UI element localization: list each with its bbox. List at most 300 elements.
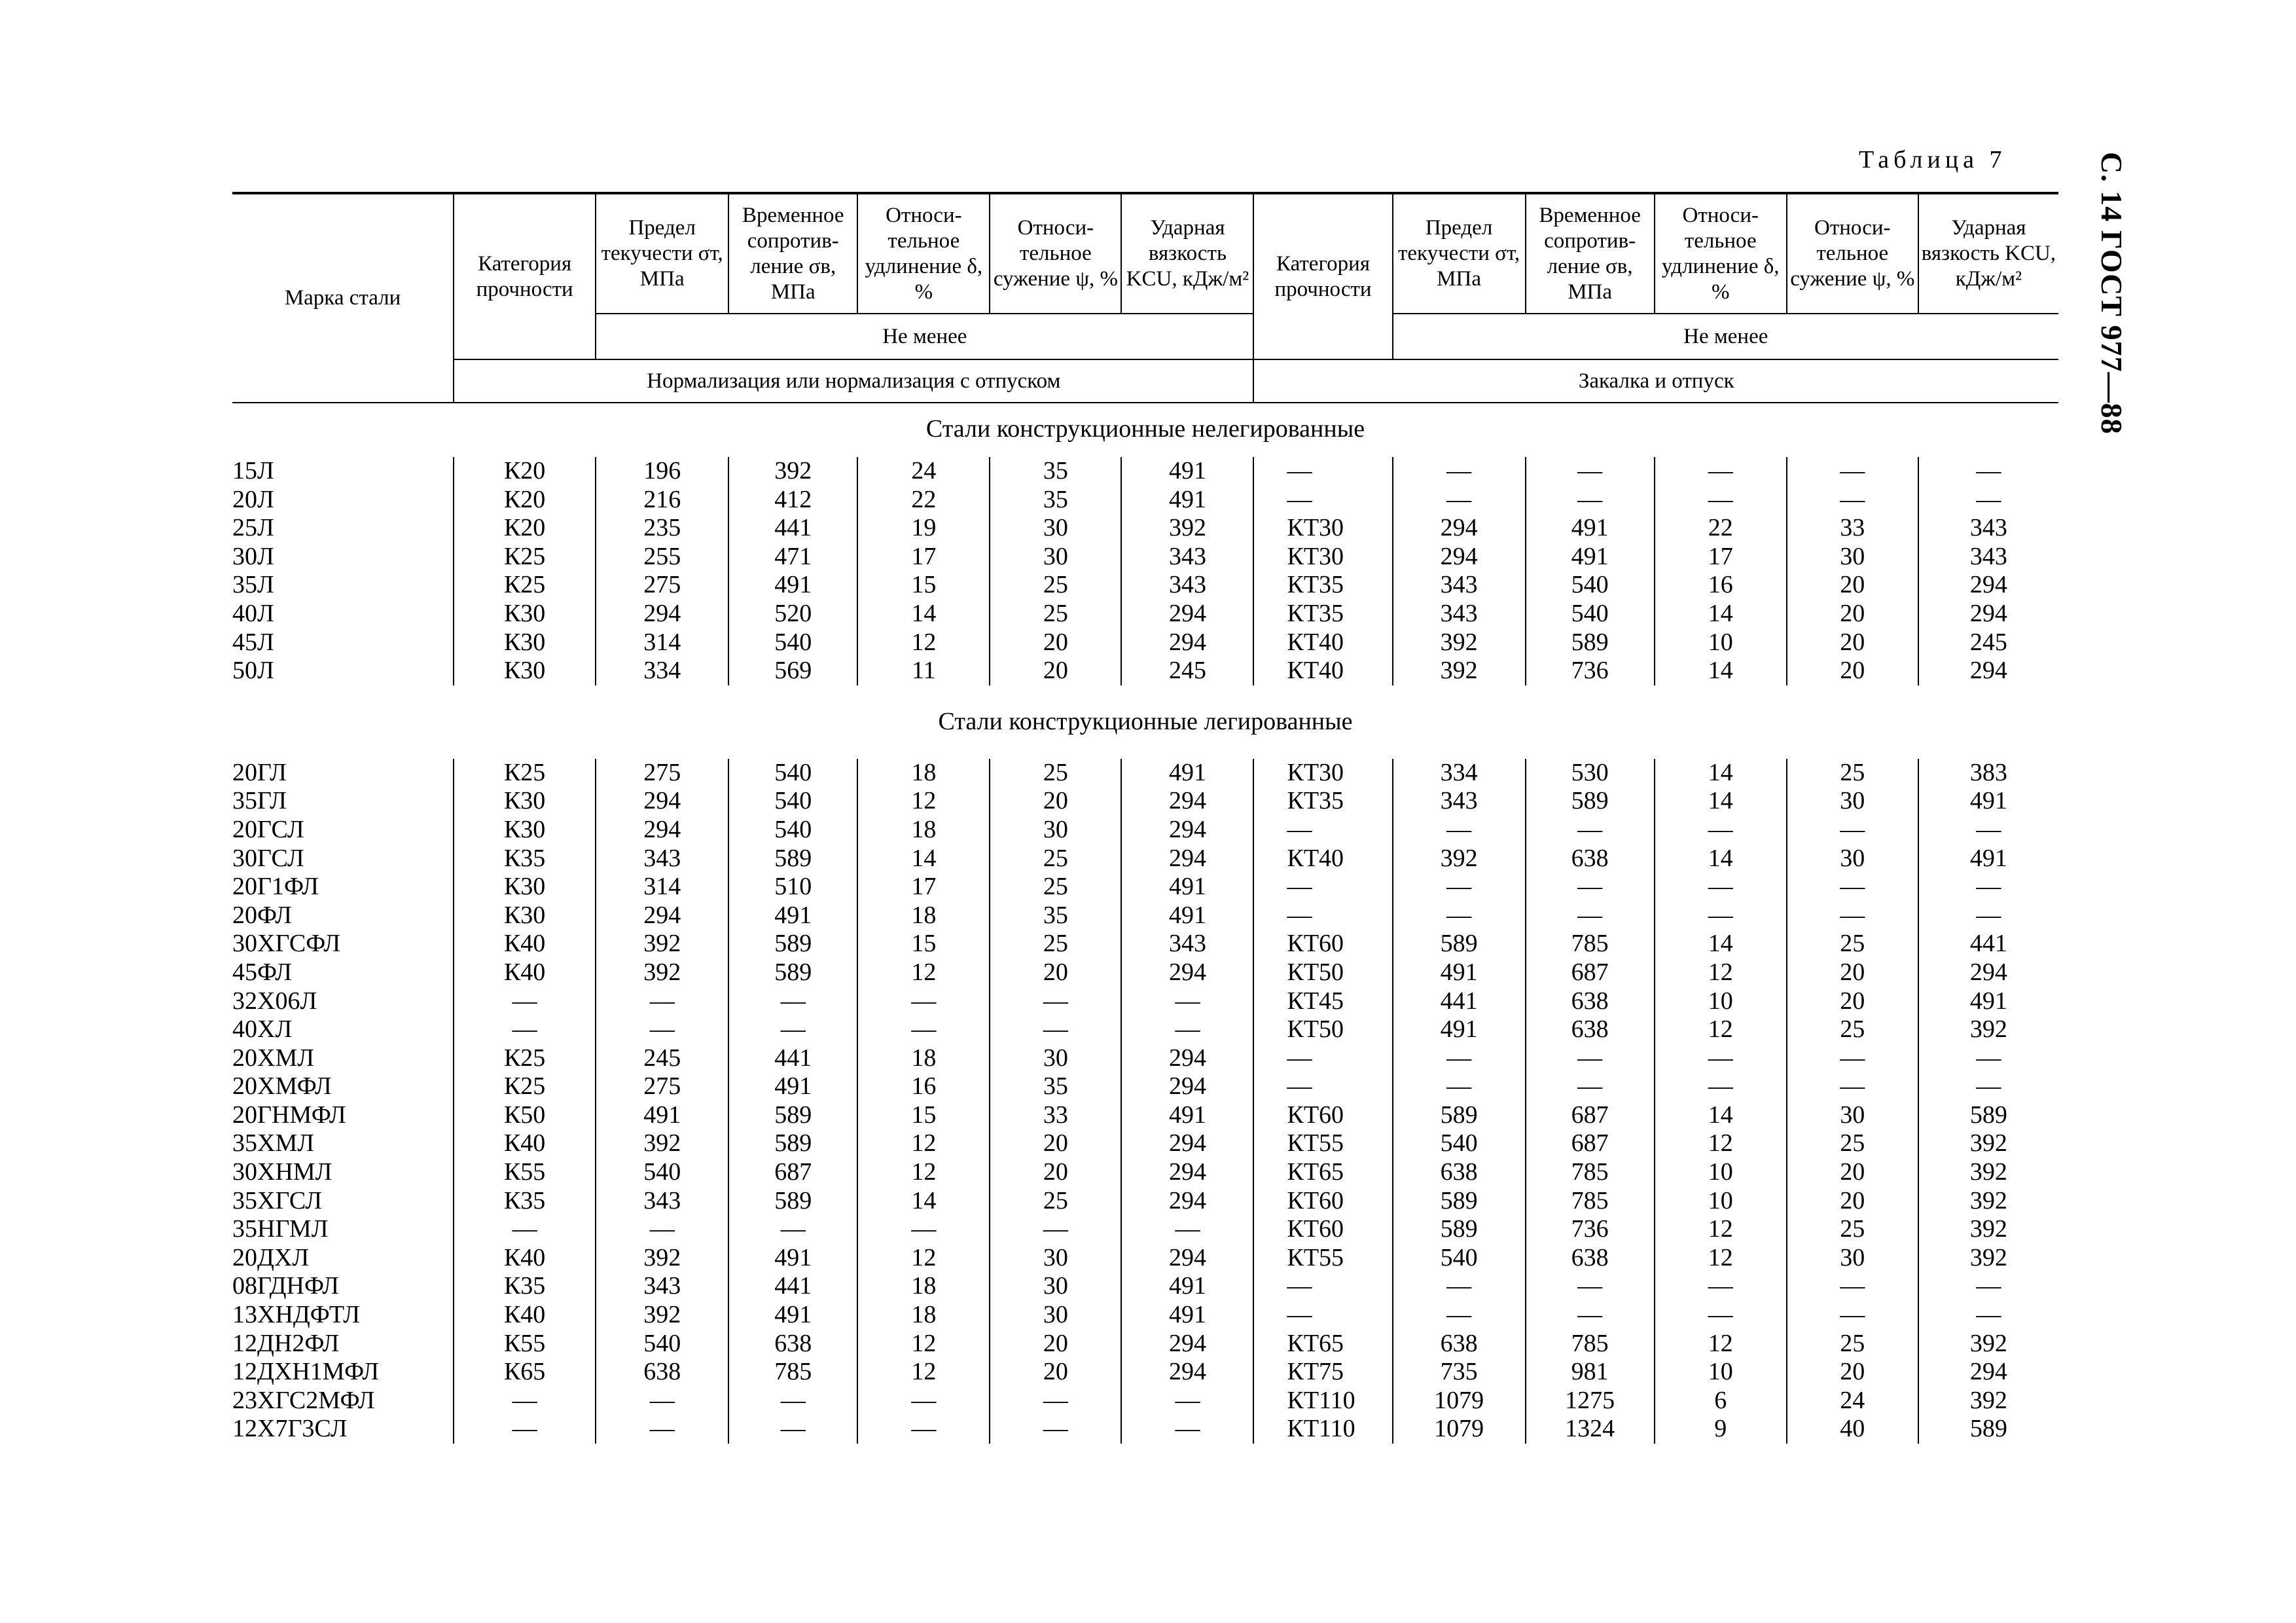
cell-reduction-norm: 30: [990, 514, 1121, 543]
cell-category-norm: К25: [454, 543, 596, 572]
cell-elongation-norm: 12: [857, 1244, 990, 1273]
table-row: [232, 1158, 2058, 1187]
cell-impact-norm: 294: [1121, 845, 1253, 873]
cell-impact-norm: 491: [1121, 1101, 1253, 1130]
cell-elongation-qt: 14: [1655, 759, 1787, 788]
cell-reduction-qt: 20: [1787, 629, 1918, 657]
cell-yield-norm: 294: [596, 816, 728, 845]
cell-elongation-qt: 12: [1655, 1015, 1787, 1044]
cell-impact-qt: 491: [1918, 987, 2058, 1016]
cell-category-norm: К20: [454, 457, 596, 486]
cell-yield-norm: 343: [596, 845, 728, 873]
cell-category-qt: КТ65: [1253, 1330, 1392, 1359]
cell-yield-qt: —: [1393, 873, 1526, 902]
cell-yield-qt: 491: [1393, 1015, 1526, 1044]
cell-elongation-qt: 14: [1655, 845, 1787, 873]
cell-category-qt: —: [1253, 1301, 1392, 1330]
table-row: [232, 543, 2058, 572]
cell-elongation-qt: —: [1655, 1072, 1787, 1101]
cell-yield-norm: 275: [596, 571, 728, 600]
cell-elongation-norm: 18: [857, 759, 990, 788]
cell-tensile-qt: 687: [1526, 958, 1655, 987]
cell-reduction-qt: 20: [1787, 657, 1918, 685]
cell-reduction-norm: 25: [990, 930, 1121, 958]
cell-reduction-norm: 30: [990, 1044, 1121, 1073]
cell-tensile-qt: 589: [1526, 629, 1655, 657]
cell-tensile-qt: 638: [1526, 987, 1655, 1016]
cell-elongation-qt: 10: [1655, 1187, 1787, 1216]
cell-grade: 20ГЛ: [232, 758, 287, 786]
header-tensile-norm: Временное сопротив-ление σв, МПа: [728, 193, 857, 314]
cell-yield-norm: 392: [596, 1129, 728, 1158]
cell-tensile-norm: 589: [728, 958, 857, 987]
table-row: [232, 1129, 2058, 1158]
cell-reduction-qt: 25: [1787, 1330, 1918, 1359]
cell-impact-qt: 441: [1918, 930, 2058, 958]
cell-elongation-qt: 14: [1655, 657, 1787, 685]
cell-elongation-qt: 14: [1655, 930, 1787, 958]
header-normalization: Нормализация или нормализация с отпуском: [454, 359, 1253, 403]
cell-impact-norm: 343: [1121, 930, 1253, 958]
cell-category-qt: КТ30: [1253, 514, 1392, 543]
cell-elongation-norm: 12: [857, 1158, 990, 1187]
cell-reduction-qt: —: [1787, 1072, 1918, 1101]
cell-impact-qt: 392: [1918, 1330, 2058, 1359]
cell-grade: 08ГДНФЛ: [232, 1272, 339, 1300]
cell-elongation-norm: 18: [857, 1044, 990, 1073]
cell-tensile-qt: 589: [1526, 787, 1655, 816]
cell-impact-norm: 343: [1121, 543, 1253, 572]
cell-tensile-norm: 540: [728, 629, 857, 657]
cell-reduction-norm: 25: [990, 873, 1121, 902]
cell-yield-qt: 294: [1393, 514, 1526, 543]
cell-reduction-norm: —: [990, 1015, 1121, 1044]
cell-category-qt: КТ30: [1253, 759, 1392, 788]
cell-elongation-qt: 14: [1655, 1101, 1787, 1130]
cell-category-qt: КТ35: [1253, 600, 1392, 629]
cell-tensile-norm: 569: [728, 657, 857, 685]
cell-impact-qt: 294: [1918, 657, 2058, 685]
cell-reduction-norm: 30: [990, 816, 1121, 845]
header-impact-qt: Ударная вязкость KCU, кДж/м²: [1918, 193, 2058, 314]
cell-impact-qt: 294: [1918, 1358, 2058, 1387]
cell-elongation-norm: 19: [857, 514, 990, 543]
header-not-less-qt: Не менее: [1393, 314, 2058, 359]
cell-yield-qt: 392: [1393, 845, 1526, 873]
cell-yield-qt: 589: [1393, 1187, 1526, 1216]
table-row: [232, 457, 2058, 486]
cell-elongation-norm: 16: [857, 1072, 990, 1101]
cell-tensile-norm: 412: [728, 486, 857, 515]
cell-impact-qt: 392: [1918, 1187, 2058, 1216]
cell-impact-qt: 491: [1918, 845, 2058, 873]
cell-grade: 20Г1ФЛ: [232, 873, 319, 901]
cell-category-qt: КТ60: [1253, 1215, 1392, 1244]
cell-yield-qt: 1079: [1393, 1387, 1526, 1415]
cell-reduction-qt: 24: [1787, 1387, 1918, 1415]
cell-reduction-qt: 40: [1787, 1415, 1918, 1444]
cell-impact-norm: 491: [1121, 873, 1253, 902]
cell-tensile-norm: 520: [728, 600, 857, 629]
cell-grade: 20ДХЛ: [232, 1243, 310, 1271]
cell-reduction-qt: 20: [1787, 600, 1918, 629]
cell-reduction-norm: 30: [990, 1272, 1121, 1301]
cell-category-norm: К30: [454, 600, 596, 629]
cell-grade: 20Л: [232, 485, 274, 513]
cell-reduction-qt: 30: [1787, 1244, 1918, 1273]
cell-grade: 30ХГСФЛ: [232, 930, 341, 958]
cell-elongation-qt: —: [1655, 486, 1787, 515]
cell-tensile-norm: 471: [728, 543, 857, 572]
cell-category-qt: —: [1253, 1072, 1392, 1101]
cell-category-norm: К55: [454, 1330, 596, 1359]
cell-tensile-qt: 1275: [1526, 1387, 1655, 1415]
cell-impact-norm: 294: [1121, 600, 1253, 629]
cell-category-qt: КТ30: [1253, 543, 1392, 572]
cell-grade: 20ХМФЛ: [232, 1072, 332, 1101]
cell-elongation-norm: —: [857, 1415, 990, 1444]
cell-yield-norm: 294: [596, 787, 728, 816]
table-row: [232, 514, 2058, 543]
cell-elongation-qt: 12: [1655, 1215, 1787, 1244]
cell-impact-norm: 294: [1121, 1129, 1253, 1158]
cell-category-qt: —: [1253, 873, 1392, 902]
cell-category-norm: К40: [454, 930, 596, 958]
cell-impact-qt: 491: [1918, 787, 2058, 816]
cell-reduction-qt: 20: [1787, 1358, 1918, 1387]
cell-elongation-norm: —: [857, 1215, 990, 1244]
cell-yield-norm: —: [596, 1415, 728, 1444]
cell-impact-norm: 245: [1121, 657, 1253, 685]
cell-yield-qt: 589: [1393, 930, 1526, 958]
cell-impact-norm: —: [1121, 1015, 1253, 1044]
cell-yield-norm: 255: [596, 543, 728, 572]
cell-elongation-qt: —: [1655, 1301, 1787, 1330]
header-grade: Марка стали: [232, 193, 454, 403]
cell-impact-qt: 294: [1918, 958, 2058, 987]
cell-impact-norm: 294: [1121, 629, 1253, 657]
table-row: [232, 600, 2058, 629]
cell-grade: 12Х7Г3СЛ: [232, 1415, 348, 1443]
cell-impact-qt: 589: [1918, 1415, 2058, 1444]
cell-impact-norm: 491: [1121, 1301, 1253, 1330]
cell-reduction-qt: —: [1787, 902, 1918, 930]
cell-tensile-norm: 441: [728, 514, 857, 543]
cell-tensile-qt: 540: [1526, 571, 1655, 600]
cell-category-qt: —: [1253, 1272, 1392, 1301]
cell-yield-norm: —: [596, 987, 728, 1016]
cell-impact-qt: 392: [1918, 1129, 2058, 1158]
cell-reduction-qt: 20: [1787, 571, 1918, 600]
cell-category-qt: КТ50: [1253, 1015, 1392, 1044]
cell-yield-norm: —: [596, 1387, 728, 1415]
cell-category-norm: К40: [454, 958, 596, 987]
table-row: [232, 987, 2058, 1016]
cell-category-norm: К55: [454, 1158, 596, 1187]
section-unalloyed: [232, 409, 2058, 685]
cell-category-norm: К20: [454, 486, 596, 515]
cell-grade: 12ДН2ФЛ: [232, 1329, 340, 1357]
cell-yield-qt: —: [1393, 1272, 1526, 1301]
cell-tensile-norm: 491: [728, 1244, 857, 1273]
cell-reduction-norm: 35: [990, 486, 1121, 515]
cell-elongation-qt: 17: [1655, 543, 1787, 572]
cell-reduction-norm: 30: [990, 1301, 1121, 1330]
table-row: [232, 1330, 2058, 1359]
cell-grade: 23ХГС2МФЛ: [232, 1386, 375, 1414]
cell-category-norm: К35: [454, 1272, 596, 1301]
cell-category-norm: К35: [454, 845, 596, 873]
cell-category-qt: —: [1253, 902, 1392, 930]
cell-impact-qt: 343: [1918, 543, 2058, 572]
cell-category-qt: КТ50: [1253, 958, 1392, 987]
cell-category-qt: КТ40: [1253, 657, 1392, 685]
cell-impact-norm: 294: [1121, 816, 1253, 845]
cell-category-qt: КТ55: [1253, 1129, 1392, 1158]
cell-category-norm: К30: [454, 657, 596, 685]
cell-elongation-norm: 14: [857, 1187, 990, 1216]
cell-reduction-qt: —: [1787, 486, 1918, 515]
cell-tensile-qt: —: [1526, 902, 1655, 930]
cell-tensile-norm: 510: [728, 873, 857, 902]
cell-elongation-qt: 16: [1655, 571, 1787, 600]
running-head: С. 14 ГОСТ 977—88: [2095, 152, 2128, 435]
cell-tensile-norm: 540: [728, 787, 857, 816]
cell-yield-qt: —: [1393, 816, 1526, 845]
cell-category-norm: К25: [454, 1072, 596, 1101]
cell-reduction-qt: —: [1787, 816, 1918, 845]
cell-elongation-qt: 14: [1655, 600, 1787, 629]
cell-tensile-qt: 638: [1526, 1015, 1655, 1044]
cell-yield-qt: 1079: [1393, 1415, 1526, 1444]
table-row: [232, 571, 2058, 600]
cell-category-qt: КТ60: [1253, 930, 1392, 958]
cell-tensile-norm: 491: [728, 902, 857, 930]
table-row: [232, 787, 2058, 816]
cell-tensile-qt: —: [1526, 873, 1655, 902]
cell-category-qt: КТ35: [1253, 787, 1392, 816]
cell-grade: 20ФЛ: [232, 901, 292, 929]
cell-elongation-norm: 12: [857, 958, 990, 987]
section-alloyed: [232, 685, 2058, 1444]
cell-impact-qt: 245: [1918, 629, 2058, 657]
cell-grade: 35НГМЛ: [232, 1215, 329, 1243]
cell-tensile-qt: 638: [1526, 1244, 1655, 1273]
cell-yield-qt: 441: [1393, 987, 1526, 1016]
cell-grade: 35ГЛ: [232, 787, 287, 815]
cell-impact-norm: 294: [1121, 1187, 1253, 1216]
table-row: [232, 1415, 2058, 1444]
table-row: [232, 657, 2058, 685]
cell-impact-qt: 294: [1918, 571, 2058, 600]
cell-reduction-qt: 30: [1787, 787, 1918, 816]
cell-yield-qt: 392: [1393, 657, 1526, 685]
table-row: [232, 930, 2058, 958]
cell-yield-norm: 540: [596, 1158, 728, 1187]
cell-tensile-norm: —: [728, 987, 857, 1016]
cell-reduction-norm: 20: [990, 657, 1121, 685]
cell-reduction-qt: 30: [1787, 845, 1918, 873]
cell-reduction-qt: 25: [1787, 1129, 1918, 1158]
cell-tensile-norm: 540: [728, 759, 857, 788]
header-tensile-qt: Временное сопротив-ление σв, МПа: [1526, 193, 1655, 314]
cell-reduction-norm: 25: [990, 571, 1121, 600]
cell-elongation-norm: 18: [857, 816, 990, 845]
cell-reduction-norm: 35: [990, 1072, 1121, 1101]
header-reduction-norm: Относи-тельное сужение ψ, %: [990, 193, 1121, 314]
cell-impact-norm: —: [1121, 987, 1253, 1016]
cell-category-norm: К30: [454, 873, 596, 902]
cell-category-qt: —: [1253, 486, 1392, 515]
cell-yield-norm: 294: [596, 902, 728, 930]
cell-impact-qt: —: [1918, 1044, 2058, 1073]
cell-elongation-qt: 22: [1655, 514, 1787, 543]
cell-grade: 13ХНДФТЛ: [232, 1301, 360, 1329]
cell-impact-qt: —: [1918, 873, 2058, 902]
cell-elongation-norm: 14: [857, 845, 990, 873]
cell-tensile-qt: —: [1526, 1044, 1655, 1073]
cell-grade: 35Л: [232, 571, 274, 599]
cell-category-norm: —: [454, 1387, 596, 1415]
cell-yield-norm: —: [596, 1215, 728, 1244]
cell-impact-qt: —: [1918, 816, 2058, 845]
cell-impact-qt: —: [1918, 1272, 2058, 1301]
cell-grade: 30ГСЛ: [232, 844, 304, 872]
cell-reduction-qt: 20: [1787, 1158, 1918, 1187]
cell-impact-norm: 294: [1121, 787, 1253, 816]
cell-tensile-norm: 638: [728, 1330, 857, 1359]
table-row: [232, 902, 2058, 930]
cell-elongation-norm: 15: [857, 1101, 990, 1130]
cell-elongation-norm: 14: [857, 600, 990, 629]
cell-elongation-norm: —: [857, 1387, 990, 1415]
cell-impact-norm: 491: [1121, 1272, 1253, 1301]
table-row: [232, 1272, 2058, 1301]
table-row: [232, 759, 2058, 788]
cell-yield-norm: —: [596, 1015, 728, 1044]
table-row: [232, 1015, 2058, 1044]
header-reduction-qt: Относи-тельное сужение ψ, %: [1787, 193, 1918, 314]
cell-grade: 40Л: [232, 599, 274, 627]
cell-impact-qt: 343: [1918, 514, 2058, 543]
cell-tensile-qt: 981: [1526, 1358, 1655, 1387]
cell-reduction-norm: 20: [990, 629, 1121, 657]
cell-elongation-qt: —: [1655, 816, 1787, 845]
cell-impact-qt: —: [1918, 1301, 2058, 1330]
cell-impact-norm: 294: [1121, 958, 1253, 987]
cell-category-qt: —: [1253, 457, 1392, 486]
cell-yield-qt: 540: [1393, 1244, 1526, 1273]
cell-category-qt: КТ40: [1253, 629, 1392, 657]
cell-reduction-qt: —: [1787, 1301, 1918, 1330]
header-quench-temper: Закалка и отпуск: [1253, 359, 2058, 403]
cell-reduction-qt: 30: [1787, 543, 1918, 572]
cell-tensile-qt: 785: [1526, 1187, 1655, 1216]
cell-impact-norm: —: [1121, 1415, 1253, 1444]
cell-elongation-qt: 12: [1655, 1330, 1787, 1359]
cell-tensile-norm: —: [728, 1387, 857, 1415]
table-row: [232, 1215, 2058, 1244]
cell-grade: 15Л: [232, 457, 274, 484]
table-row: [232, 958, 2058, 987]
cell-grade: 40ХЛ: [232, 1015, 293, 1044]
cell-category-norm: —: [454, 1215, 596, 1244]
header-elongation-qt: Относи-тельное удлинение δ, %: [1655, 193, 1787, 314]
cell-elongation-norm: 12: [857, 629, 990, 657]
cell-impact-norm: —: [1121, 1215, 1253, 1244]
table-row: [232, 629, 2058, 657]
table-row: [232, 816, 2058, 845]
cell-tensile-qt: —: [1526, 1272, 1655, 1301]
cell-reduction-qt: —: [1787, 457, 1918, 486]
table-row: [232, 1358, 2058, 1387]
cell-impact-qt: 392: [1918, 1387, 2058, 1415]
cell-yield-qt: 589: [1393, 1101, 1526, 1130]
table-row: [232, 1244, 2058, 1273]
cell-impact-qt: 392: [1918, 1215, 2058, 1244]
cell-elongation-norm: 15: [857, 571, 990, 600]
cell-yield-qt: —: [1393, 457, 1526, 486]
cell-tensile-norm: 392: [728, 457, 857, 486]
cell-reduction-qt: —: [1787, 1272, 1918, 1301]
cell-yield-qt: —: [1393, 1301, 1526, 1330]
cell-elongation-norm: 17: [857, 873, 990, 902]
cell-yield-qt: 638: [1393, 1330, 1526, 1359]
cell-reduction-norm: 35: [990, 457, 1121, 486]
cell-elongation-qt: 12: [1655, 1244, 1787, 1273]
cell-yield-norm: 392: [596, 1301, 728, 1330]
cell-yield-norm: 216: [596, 486, 728, 515]
cell-category-qt: КТ75: [1253, 1358, 1392, 1387]
cell-category-norm: К30: [454, 629, 596, 657]
header-yield-qt: Предел текучести σт, МПа: [1393, 193, 1526, 314]
cell-reduction-norm: 30: [990, 543, 1121, 572]
cell-tensile-norm: 785: [728, 1358, 857, 1387]
cell-impact-qt: —: [1918, 1072, 2058, 1101]
cell-elongation-norm: 18: [857, 1301, 990, 1330]
table-row: [232, 1187, 2058, 1216]
cell-impact-qt: 294: [1918, 600, 2058, 629]
cell-category-norm: К50: [454, 1101, 596, 1130]
cell-yield-norm: 343: [596, 1187, 728, 1216]
cell-category-qt: —: [1253, 816, 1392, 845]
cell-yield-norm: 392: [596, 930, 728, 958]
cell-impact-qt: —: [1918, 902, 2058, 930]
cell-impact-norm: 491: [1121, 902, 1253, 930]
cell-elongation-qt: —: [1655, 873, 1787, 902]
cell-impact-norm: 294: [1121, 1244, 1253, 1273]
cell-reduction-norm: 25: [990, 759, 1121, 788]
header-yield-norm: Предел текучести σт, МПа: [596, 193, 728, 314]
cell-impact-norm: 294: [1121, 1358, 1253, 1387]
cell-reduction-qt: 25: [1787, 759, 1918, 788]
cell-reduction-qt: 25: [1787, 930, 1918, 958]
cell-tensile-norm: 589: [728, 1101, 857, 1130]
cell-elongation-norm: 22: [857, 486, 990, 515]
cell-yield-norm: 314: [596, 873, 728, 902]
cell-category-norm: К30: [454, 816, 596, 845]
cell-grade: 30Л: [232, 542, 274, 570]
cell-category-norm: К25: [454, 1044, 596, 1073]
cell-tensile-qt: 736: [1526, 1215, 1655, 1244]
cell-impact-qt: 392: [1918, 1244, 2058, 1273]
cell-tensile-norm: 441: [728, 1272, 857, 1301]
cell-yield-norm: 491: [596, 1101, 728, 1130]
cell-impact-norm: —: [1121, 1387, 1253, 1415]
cell-tensile-qt: —: [1526, 816, 1655, 845]
cell-impact-norm: 294: [1121, 1330, 1253, 1359]
cell-tensile-norm: 491: [728, 571, 857, 600]
